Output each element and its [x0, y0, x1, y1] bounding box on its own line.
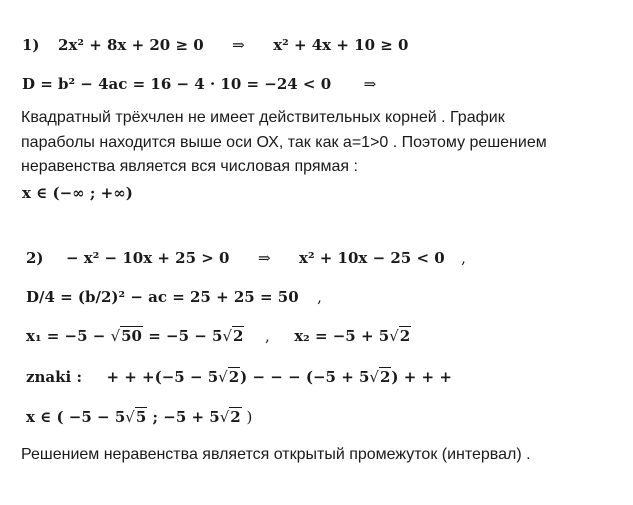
- solution1-text-line1: Квадратный трёхчлен не имеет действительных корней . График: [21, 109, 505, 126]
- signs-radicand2: 2: [379, 368, 391, 386]
- solution2-label: 2): [26, 249, 44, 267]
- sqrt-symbol: √2: [389, 327, 411, 345]
- implies-arrow: ⇒: [232, 36, 245, 54]
- sqrt-symbol: √2: [222, 327, 244, 345]
- sqrt-symbol: √2: [369, 368, 391, 386]
- sqrt-symbol: √50: [110, 327, 142, 345]
- implies-arrow: ⇒: [363, 75, 377, 93]
- solution2-roots: [26, 327, 411, 345]
- root1-radicand2: 2: [233, 327, 244, 345]
- solution1-text-line2: параболы находится выше оси ОХ, так как а=1>0 . Поэтому решением: [21, 134, 547, 151]
- trailing-comma: ,: [317, 288, 322, 306]
- answer-pre: x ∈ ( −5 − 5: [26, 408, 126, 426]
- solution1-inequality: 2x² + 8x + 20 ≥ 0: [58, 36, 204, 54]
- solution2-answer: [26, 408, 252, 426]
- solution2-conclusion: Решением неравенства является открытый промежуток (интервал) .: [21, 446, 531, 463]
- solution1-line1: [22, 36, 408, 54]
- solution1-result: x² + 4x + 10 ≥ 0: [273, 36, 409, 54]
- sqrt-symbol: √5: [125, 408, 147, 426]
- discriminant-expression: D = b² − 4ac = 16 − 4 · 10 = −24 < 0: [22, 75, 332, 93]
- solution2-inequality: − x² − 10x + 25 > 0: [66, 249, 230, 267]
- sqrt-symbol: √2: [219, 408, 241, 426]
- root2-radicand: 2: [399, 327, 411, 345]
- answer-mid: ; −5 + 5: [147, 408, 220, 426]
- signs-seq2: ) − − − (−5 + 5: [240, 368, 370, 386]
- signs-radicand1: 2: [228, 368, 240, 386]
- solution1-text-line3: неравенства является вся числовая прямая :: [21, 158, 358, 175]
- solution1-discriminant: [22, 75, 376, 93]
- implies-arrow: ⇒: [257, 249, 271, 267]
- root2-lhs: x₂ = −5 + 5: [294, 327, 390, 345]
- answer-interval: x ∈ (−∞ ; +∞): [22, 184, 133, 202]
- quarter-discriminant-expression: D/4 = (b/2)² − ac = 25 + 25 = 50: [26, 288, 299, 306]
- roots-separator: ,: [264, 327, 270, 345]
- solution2-line1: [26, 249, 466, 267]
- solution2-discriminant: [26, 288, 322, 306]
- answer-radicand1: 5: [135, 408, 147, 426]
- signs-label: znaki :: [26, 368, 82, 386]
- solution2-result: x² + 10x − 25 < 0: [299, 249, 445, 267]
- signs-seq3: ) + + +: [391, 368, 452, 386]
- root1-radicand: 50: [121, 327, 142, 345]
- root1-lhs: x₁ = −5 −: [26, 327, 106, 345]
- answer-radicand2: 2: [230, 408, 241, 426]
- answer-post: ): [241, 408, 253, 426]
- root1-simplified: = −5 − 5: [148, 327, 223, 345]
- solution1-label: 1): [22, 36, 40, 54]
- sqrt-symbol: √2: [218, 368, 240, 386]
- solution2-signs: [26, 368, 452, 386]
- solution1-answer: [22, 184, 133, 202]
- signs-seq1: + + +(−5 − 5: [106, 368, 219, 386]
- trailing-comma: ,: [461, 249, 466, 267]
